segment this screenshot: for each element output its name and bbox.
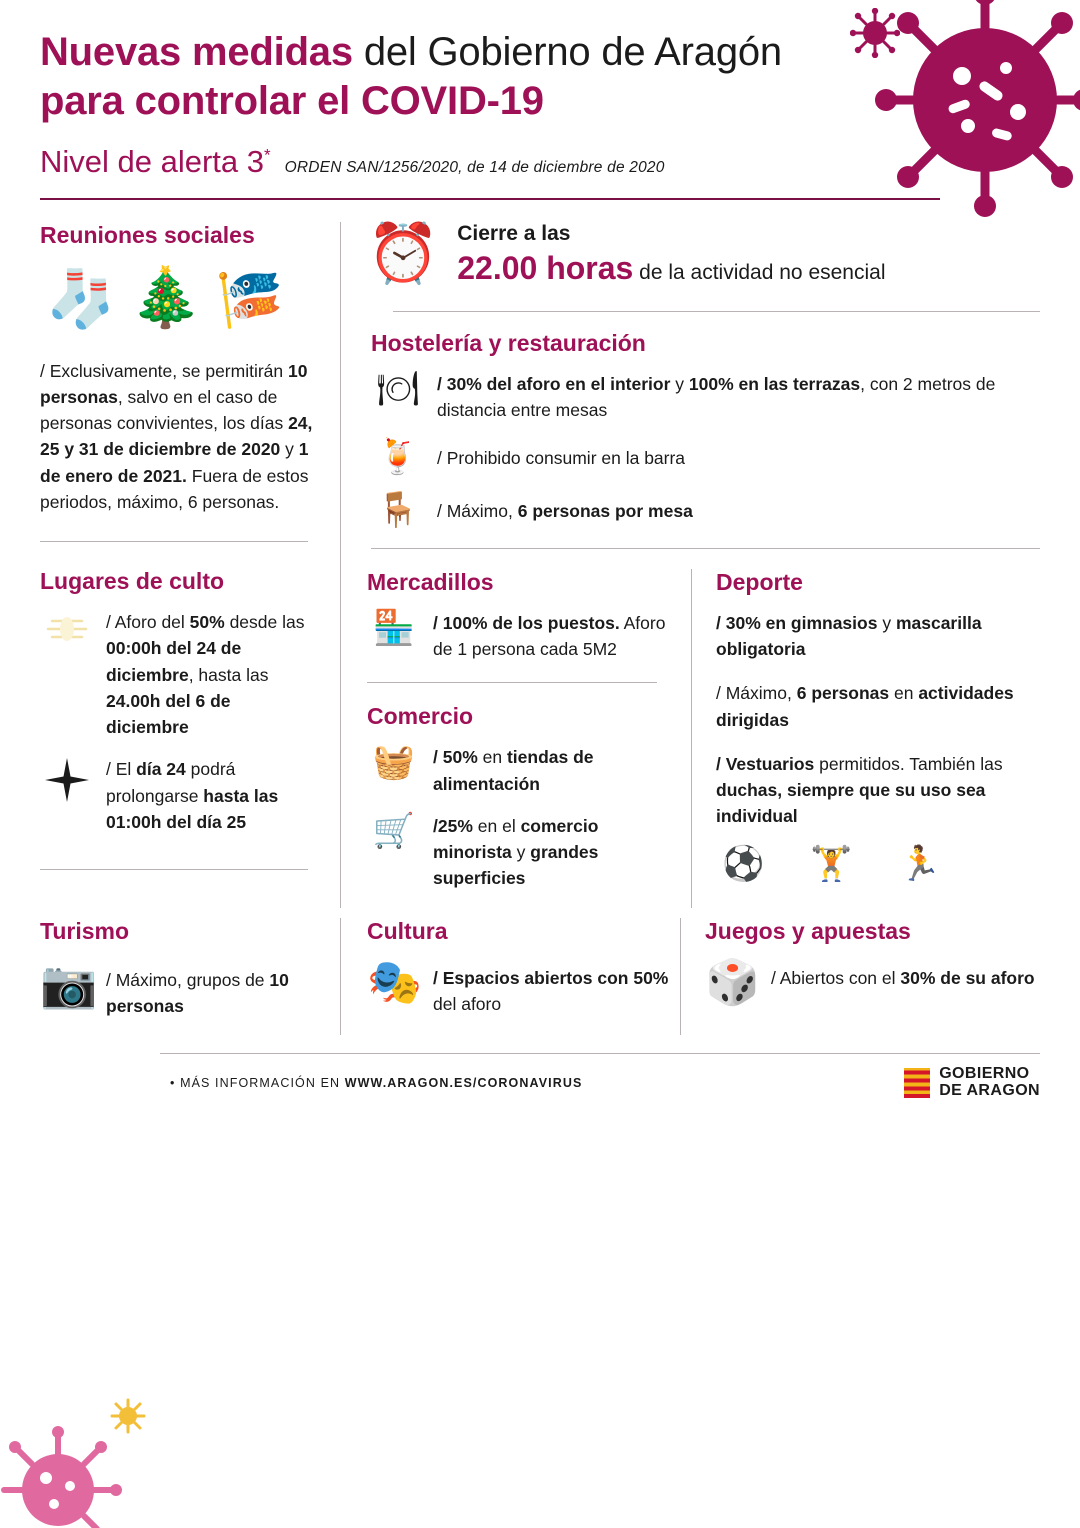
turismo-block — [40, 918, 340, 1036]
footer-info-label: MÁS INFORMACIÓN EN — [180, 1075, 345, 1090]
camera-icon: 📷 — [40, 956, 98, 1011]
culto1-e: , hasta las — [188, 664, 269, 685]
title-highlight-2: para controlar el COVID-19 — [40, 78, 544, 123]
jue-b: 30% de su aforo — [900, 967, 1035, 988]
closing-label: Cierre a las — [457, 221, 571, 245]
government-line-2: DE ARAGON — [939, 1081, 1040, 1099]
com1-a: / 50% — [433, 747, 478, 768]
dep3-b: permitidos. — [814, 753, 905, 774]
tur-b: 10 personas — [106, 969, 289, 1016]
mid-columns — [367, 569, 1040, 908]
government-name — [939, 1066, 1040, 1100]
culto-item-1-text — [106, 609, 318, 740]
mercadillos-comercio-column — [367, 569, 691, 908]
section-heading-hosteleria: Hostelería y restauración — [371, 329, 646, 356]
comercio-item-2 — [367, 810, 671, 892]
theatre-masks-icon: 🎭 — [367, 956, 422, 1008]
section-heading-comercio: Comercio — [367, 703, 474, 730]
host1-c: 100% en las terrazas — [688, 373, 861, 394]
comercio-item-2-text — [433, 813, 671, 892]
footer-url[interactable]: WWW.ARAGON.ES/CORONAVIRUS — [344, 1075, 583, 1090]
closing-hour: 22.00 horas — [457, 249, 634, 286]
order-reference: ORDEN SAN/1256/2020, de 14 de diciembre de 2020 — [284, 158, 665, 176]
juegos-text — [771, 959, 1040, 991]
section-heading-mercadillos: Mercadillos — [367, 568, 494, 595]
dep2-d: actividades dirigidas — [716, 683, 1014, 730]
culto1-a: / Aforo del — [106, 612, 190, 633]
tur-a: / Máximo, grupos de — [106, 969, 270, 990]
cocktail-glass-icon: 🍹 — [376, 437, 420, 478]
mercadillos-divider — [367, 682, 657, 683]
cul-a: / Espacios abiertos con 50% — [433, 967, 669, 988]
jue-a: / Abiertos con el — [771, 967, 901, 988]
reuniones-text-d: 24, 25 y 31 de diciembre de 2020 — [40, 413, 313, 460]
hosteleria-item-3-text — [437, 492, 1040, 524]
com2-a: /25% — [433, 815, 473, 836]
culto2-b: día 24 — [136, 759, 186, 780]
cultura-block — [340, 918, 680, 1036]
main-content — [0, 200, 1080, 908]
dep2-a: / Máximo, — [716, 683, 797, 704]
culto-item-1 — [40, 609, 318, 740]
host3-a: / Máximo, — [437, 501, 518, 522]
reuniones-text-a: / Exclusivamente, se permitirán — [40, 360, 289, 381]
juegos-item — [705, 956, 1040, 1008]
turismo-text — [106, 959, 318, 1020]
food-service-tray-icon: 🍽 — [376, 368, 420, 409]
com2-d: y — [511, 842, 531, 863]
host1-b: y — [670, 373, 689, 394]
com1-b: en — [477, 747, 507, 768]
christmas-bauble-icon: 🎏 — [215, 267, 284, 331]
cul-b: del aforo — [433, 993, 502, 1014]
bottom-row — [0, 918, 1080, 1036]
left-divider-1 — [40, 541, 308, 542]
dep1-b: y — [877, 612, 896, 633]
reuniones-text-b: 10 personas — [40, 360, 308, 407]
culto1-d: 00:00h del 24 de diciembre — [106, 638, 242, 685]
hosteleria-item-1 — [371, 368, 1040, 424]
weightlifting-icon: 🏋 — [810, 843, 853, 884]
reuniones-text-f: 1 de enero de 2021. — [40, 439, 309, 486]
closing-tail: de la actividad no esencial — [633, 260, 886, 284]
culto2-c: podrá prolongarse — [106, 759, 236, 806]
christmas-tree-icon: 🎄 — [129, 262, 202, 331]
table-chairs-icon: 🪑 — [376, 490, 420, 531]
right-divider-2 — [371, 548, 1040, 549]
hosteleria-item-2-text: / Prohibido consumir en la barra — [437, 448, 686, 469]
light-rays-icon — [40, 609, 94, 657]
dep2-b: 6 personas — [796, 683, 890, 704]
mercadillos-text — [433, 610, 671, 663]
section-heading-deporte: Deporte — [716, 568, 803, 595]
deporte-item-1 — [716, 610, 1020, 663]
hosteleria-block — [367, 330, 1040, 530]
coronavirus-illustration-small — [850, 8, 900, 58]
section-heading-cultura: Cultura — [367, 917, 448, 944]
soccer-ball-icon: ⚽ — [722, 843, 765, 884]
host3-b: 6 personas por mesa — [517, 501, 693, 522]
comercio-item-1-text — [433, 744, 671, 797]
dice-icon: 🎲 — [705, 956, 760, 1008]
section-heading-turismo: Turismo — [40, 917, 130, 944]
mercadillos-item — [367, 607, 671, 663]
christmas-stocking-icon: 🧦 — [46, 266, 116, 332]
merc-a: / 100% de los puestos. — [433, 612, 620, 633]
alarm-clock-icon: ⏰ — [367, 218, 440, 287]
com1-c: tiendas de alimentación — [433, 747, 594, 794]
star-sparkle-icon — [40, 756, 94, 812]
alert-level — [40, 144, 271, 180]
page-title — [40, 28, 870, 126]
host1-d: , con 2 metros de distancia entre mesas — [437, 373, 996, 420]
left-column — [40, 222, 340, 908]
culto1-b: 50% — [189, 612, 225, 633]
dep2-c: en — [889, 683, 919, 704]
sport-icons — [716, 844, 1020, 884]
culto-item-2-text — [106, 756, 318, 835]
header — [0, 0, 1080, 180]
reuniones-text-c: , salvo en el caso de personas convivientes, los días — [40, 386, 289, 434]
section-heading-reuniones: Reuniones sociales — [40, 221, 255, 248]
deporte-item-3 — [716, 751, 1020, 830]
footer-info — [170, 1076, 582, 1090]
dep3-a: / Vestuarios — [716, 753, 815, 774]
government-logo — [904, 1066, 1040, 1100]
juegos-block — [680, 918, 1040, 1036]
com2-c: comercio minorista — [433, 815, 599, 863]
alert-level-asterisk: * — [264, 145, 271, 165]
section-heading-juegos: Juegos y apuestas — [705, 917, 911, 944]
aragon-flag-icon — [904, 1068, 930, 1098]
section-heading-culto: Lugares de culto — [40, 568, 225, 595]
reuniones-text-e: y — [280, 439, 299, 460]
turismo-item — [40, 956, 318, 1020]
cultura-text — [433, 959, 680, 1018]
christmas-icons — [40, 263, 318, 332]
cultura-item — [367, 956, 680, 1018]
reuniones-text-g: Fuera de estos periodos, máximo, 6 personas. — [40, 465, 309, 512]
dep3-c: También las — [904, 753, 1003, 774]
dep1-a: / 30% en gimnasios — [716, 612, 878, 633]
government-line-1: GOBIERNO — [939, 1065, 1030, 1083]
deporte-item-2 — [716, 680, 1020, 733]
market-stall-icon: 🏪 — [372, 607, 416, 648]
footer-bullet: • — [170, 1075, 176, 1090]
culto1-f: 24.00h del 6 de diciembre — [106, 690, 231, 738]
shopping-cart-icon: 🛒 — [372, 810, 416, 851]
coronavirus-illustration-bottom — [0, 1378, 180, 1528]
culto1-c: desde las — [224, 612, 305, 633]
dep1-c: mascarilla obligatoria — [716, 612, 982, 660]
shopping-basket-icon: 🧺 — [372, 742, 416, 783]
culto2-d: hasta las 01:00h del día 25 — [106, 785, 279, 832]
alert-level-text: Nivel de alerta 3 — [40, 143, 265, 179]
title-plain: del Gobierno de Aragón — [352, 30, 782, 74]
right-column — [340, 218, 1040, 908]
merc-b: Aforo de 1 persona cada 5M2 — [433, 612, 666, 660]
hosteleria-item-3 — [371, 492, 1040, 529]
culto-item-2 — [40, 756, 318, 835]
footer — [0, 1054, 1080, 1100]
reuniones-text — [40, 358, 318, 516]
title-highlight-1: Nuevas medidas — [40, 30, 353, 74]
right-divider-1 — [393, 311, 1040, 312]
host1-a: / 30% del aforo en el interior — [437, 373, 671, 394]
left-divider-2 — [40, 869, 308, 870]
hosteleria-item-2 — [371, 439, 1040, 476]
com2-b: en el — [472, 815, 521, 836]
hosteleria-item-1-text — [437, 371, 1040, 424]
dep3-d: duchas, siempre que su uso sea individual — [716, 780, 986, 827]
com2-e: grandes superficies — [433, 842, 599, 889]
deporte-column — [691, 569, 1040, 908]
culto2-a: / El — [106, 759, 137, 780]
running-person-icon: 🏃 — [898, 843, 942, 884]
comercio-item-1 — [367, 744, 671, 797]
